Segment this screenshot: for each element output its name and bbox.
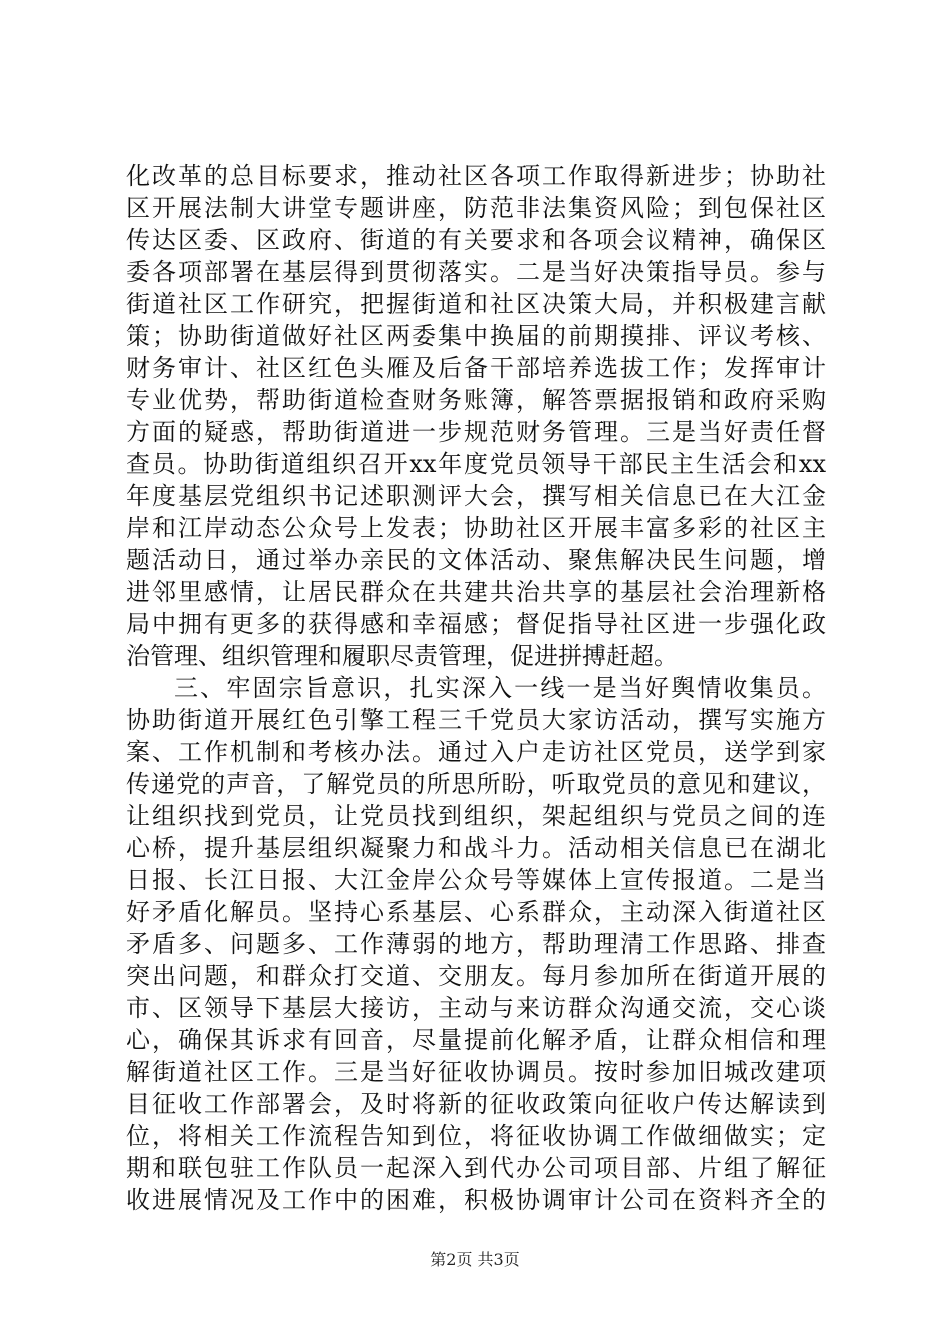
text-line: 查员。协助街道组织召开xx年度党员领导干部民主生活会和xx [126,450,826,478]
text-line: 协助街道开展红色引擎工程三千党员大家访活动，撰写实施方 [126,706,826,734]
paragraph-section-three [126,672,826,1216]
text-line: 心桥，提升基层组织凝聚力和战斗力。活动相关信息已在湖北 [126,834,826,862]
document-body [126,160,826,1216]
text-line: 市、区领导下基层大接访，主动与来访群众沟通交流，交心谈 [126,994,826,1022]
text-line: 案、工作机制和考核办法。通过入户走访社区党员，送学到家 [126,738,826,766]
text-line: 传递党的声音，了解党员的所思所盼，听取党员的意见和建议， [126,770,826,798]
text-line: 让组织找到党员，让党员找到组织，架起组织与党员之间的连 [126,802,826,830]
text-line: 治管理、组织管理和履职尽责管理，促进拼搏赶超。 [126,642,678,670]
text-line: 好矛盾化解员。坚持心系基层、心系群众，主动深入街道社区 [126,898,826,926]
text-line: 期和联包驻工作队员一起深入到代办公司项目部、片组了解征 [126,1154,826,1182]
text-line: 年度基层党组织书记述职测评大会，撰写相关信息已在大江金 [126,482,826,510]
text-line: 进邻里感情，让居民群众在共建共治共享的基层社会治理新格 [126,578,826,606]
text-line: 委各项部署在基层得到贯彻落实。二是当好决策指导员。参与 [126,258,826,286]
text-line: 收进展情况及工作中的困难，积极协调审计公司在资料齐全的 [126,1186,826,1214]
text-line: 局中拥有更多的获得感和幸福感；督促指导社区进一步强化政 [126,610,826,638]
paragraph-continuation [126,160,826,672]
text-line: 区开展法制大讲堂专题讲座，防范非法集资风险；到包保社区 [126,194,826,222]
text-line: 化改革的总目标要求，推动社区各项工作取得新进步；协助社 [126,162,826,190]
page-footer: 第2页 共3页 [430,1250,520,1269]
text-line: 方面的疑惑，帮助街道进一步规范财务管理。三是当好责任督 [126,418,826,446]
text-line: 心，确保其诉求有回音，尽量提前化解矛盾，让群众相信和理 [126,1026,826,1054]
text-line: 题活动日，通过举办亲民的文体活动、聚焦解决民生问题，增 [126,546,826,574]
text-line: 财务审计、社区红色头雁及后备干部培养选拔工作；发挥审计 [126,354,826,382]
text-line: 矛盾多、问题多、工作薄弱的地方，帮助理清工作思路、排查 [126,930,826,958]
text-line: 岸和江岸动态公众号上发表；协助社区开展丰富多彩的社区主 [126,514,826,542]
text-line: 传达区委、区政府、街道的有关要求和各项会议精神，确保区 [126,226,826,254]
text-line: 解街道社区工作。三是当好征收协调员。按时参加旧城改建项 [126,1058,826,1086]
text-line: 日报、长江日报、大江金岸公众号等媒体上宣传报道。二是当 [126,866,826,894]
text-line: 专业优势，帮助街道检查财务账簿，解答票据报销和政府采购 [126,386,826,414]
text-line: 位，将相关工作流程告知到位，将征收协调工作做细做实；定 [126,1122,826,1150]
text-line: 策；协助街道做好社区两委集中换届的前期摸排、评议考核、 [126,322,826,350]
text-line: 目征收工作部署会，及时将新的征收政策向征收户传达解读到 [126,1090,826,1118]
text-line: 三、牢固宗旨意识，扎实深入一线一是当好舆情收集员。 [174,674,826,702]
text-line: 街道社区工作研究，把握街道和社区决策大局，并积极建言献 [126,290,826,318]
text-line: 突出问题，和群众打交道、交朋友。每月参加所在街道开展的 [126,962,826,990]
